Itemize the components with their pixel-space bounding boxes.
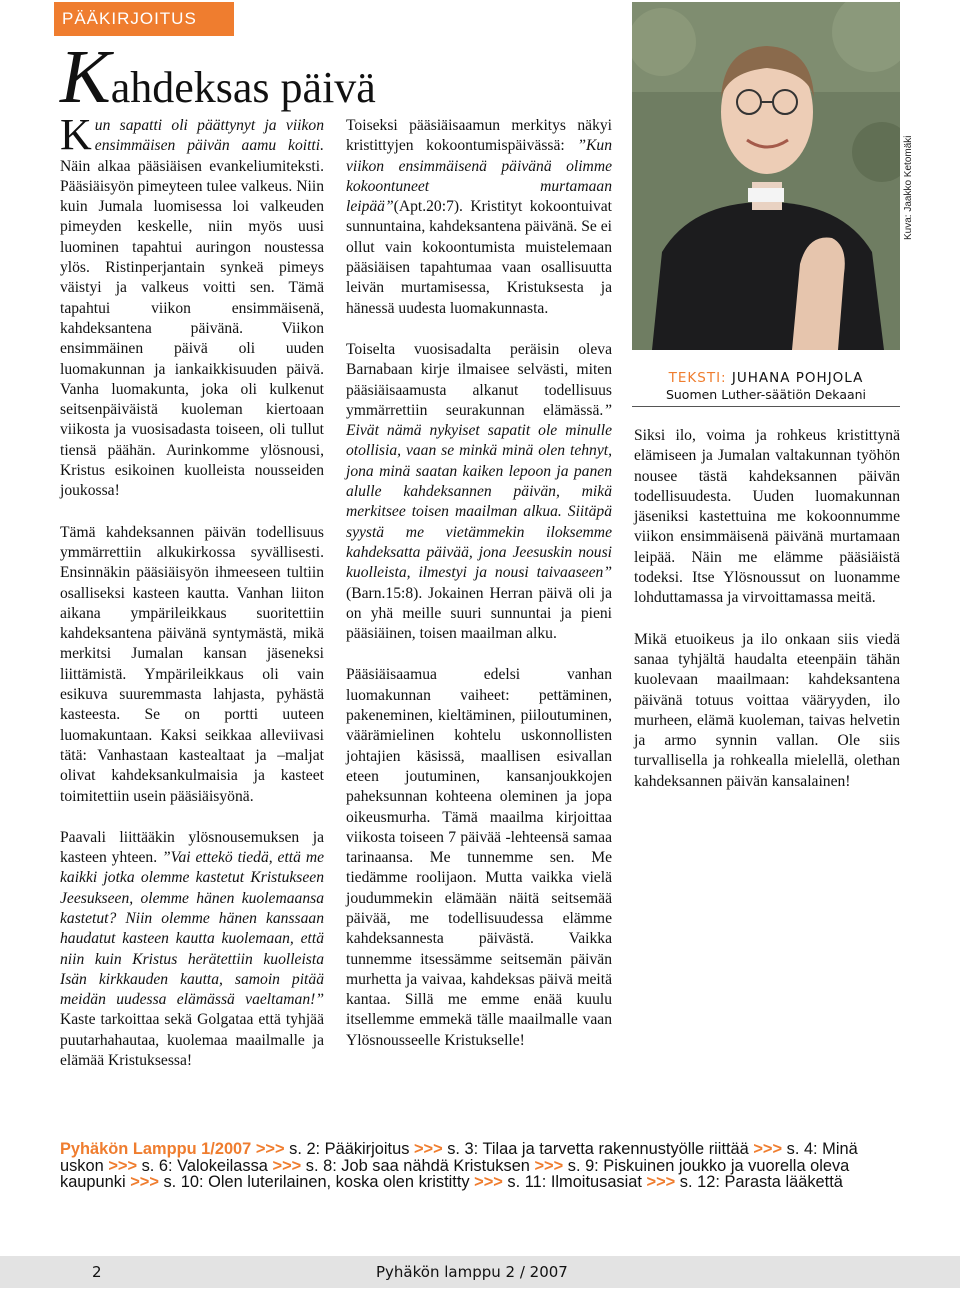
page-number: 2: [92, 1263, 102, 1281]
contents-item[interactable]: s. 10: Olen luterilainen, koska olen kristitty: [163, 1173, 470, 1191]
paragraph-text: Näin alkaa pääsiäisen evankeliumiteksti. Pääsiäisyön pimeyteen tulee valkeus. Niin kuin Jumala luomisessa loi valkeuden pimeyden keskelle, niin myös uusi luominen tapahtui auringon noustessa ylös. Ristinperjantain synkeä pimeys väistyi ja valkeus voitti sen. Tämä tapahtui viikon ensimmäisenä, kahdeksantena päivänä. Viikon ensimmäinen päivä oli uuden luomakunnan ja iankaikkisuuden päivä. Vanha luomakunta, joka oli kulkenut seitsenpäiväistä kuoleman kiertoaan viikosta ja vuosisadasta toiseen, oli tullut tiensä päähän. Aurinkomme ylösnousi, Kristus esikoinen kuolleista nousseiden joukossa!: [60, 157, 324, 500]
arrow-separator: >>>: [753, 1140, 783, 1158]
drop-cap: K: [60, 110, 92, 159]
author-name: JUHANA POHJOLA: [731, 370, 864, 386]
article-title: [60, 36, 620, 118]
page-footer: [0, 1256, 960, 1288]
arrow-separator: >>>: [108, 1156, 138, 1175]
paragraph-text: Toiselta vuosisadalta peräisin oleva Barnabaan kirje ilmaisee selvästi, miten pääsiäisaamusta alkanut todellisuus ymmärrettiin seurakunnan elämässä.: [346, 340, 612, 419]
arrow-separator: >>>: [534, 1156, 564, 1175]
author-block: [632, 370, 900, 402]
paragraph: Pääsiäisaamua edelsi vanhan luomakunnan vaiheet: pettäminen, pakeneminen, kieltäminen, piiloutuminen, väärämielinen kohtelu uskonnollisten johtajien käsissä, maallisen esivallan eteen joutuminen, kansanjoukkojen paheksunnan kohteena oleminen ja jopa oikeusmurha. Tämä maailma kirjoittaa viikosta toiseen 7 päivää -lehteensä samaa tarinaansa. Me tunnemme sen. Me tiedämme roolijaon. Mutta vaikka vielä joudummekin elämään näitä seitsemää päivää, me todellisuudessa elämme kahdeksannesta päivästä. Vaikka tunnemme itsessämme seitsemän päivän murhetta ja vaivaa, kahdeksas päivä meitä kantaa. Sillä me emme enää kuulu itsellemme emmekä tälle maailmalle vaan Ylösnousseelle Kristukselle!: [346, 666, 612, 1049]
issue-contents: [60, 1141, 905, 1191]
paragraph: Tämä kahdeksannen päivän todellisuus ymmärrettiin alkukirkossa syvällisesti. Ensinnäkin pääsiäisyön ihmeeseen tultiin osalliseksi kasteen kautta. Vanhan liiton aikana ympärileikkaus suoritettiin kahdeksantena päivänä syntymästä, mikä merkitsi Jumalan kansan jäseneksi liittämistä. Ympärileikkaus oli vain esikuva suuremmasta lahjasta, pyhästä kasteesta. Se on portti uuteen luomakuntaan. Kaksi seikkaa alleviivasi tätä: Vanhastaan kastealtaat ja –maljat olivat kahdeksankulmaisia ja kasteet toimitettiin usein pääsiäisyönä.: [60, 523, 324, 805]
arrow-separator: >>>: [474, 1173, 503, 1191]
contents-item[interactable]: s. 3: Tilaa ja tarvetta rakennustyölle riittää: [447, 1140, 749, 1158]
title-rest: ahdeksas päivä: [110, 63, 376, 112]
title-initial: K: [60, 35, 111, 119]
opening-quote: un sapatti oli päättynyt ja viikon ensimmäisen päivän aamu koitti.: [94, 117, 324, 155]
contents-item[interactable]: s. 4: Minä uskon: [60, 1140, 858, 1175]
paragraph-text: Paavali liittääkin ylösnousemuksen ja kasteen yhteen.: [60, 828, 324, 867]
author-photo: [632, 2, 900, 350]
contents-item[interactable]: s. 12: Parasta lääkettä: [679, 1173, 843, 1191]
paragraph: [60, 110, 324, 502]
arrow-separator: >>>: [646, 1173, 676, 1191]
contents-item[interactable]: s. 11: Ilmoitusasiat: [507, 1173, 642, 1191]
contents-item[interactable]: s. 9: Piskuinen joukko ja vuorella oleva kaupunki: [60, 1156, 850, 1191]
paragraph: Mikä etuoikeus ja ilo onkaan siis viedä sanaa tyhjältä haudalta eteenpäin tähän kuolevaan maailmaan: kahdeksantena päivänä totuus voittaa vääryyden, ilo murheen, elämä kuoleman, taivas helvetin ja armo synnin vallan. Ole siis turvallisella ja rohkealla mielellä, olethan kahdeksannen päivän kansalainen!: [634, 630, 900, 790]
paragraph: [346, 116, 612, 319]
article-column-2: [346, 116, 612, 1051]
paragraph-text: Kaste tarkoittaa sekä Golgataa että tyhjää puutarhahautaa, kuolemaa maailmalle ja elämää Kristuksessa!: [60, 1011, 324, 1070]
paragraph-text: Toiseksi pääsiäisaamun merkitys näkyi kristittyjen kokoontumispäivässä:: [346, 117, 612, 155]
portrait-image: [632, 2, 900, 350]
arrow-separator: >>>: [413, 1140, 443, 1158]
author-label: TEKSTI:: [668, 370, 727, 386]
arrow-separator: >>>: [130, 1173, 159, 1191]
article-column-3: [634, 426, 900, 792]
author-byline: [632, 370, 900, 386]
magazine-issue: Pyhäkön lamppu 2 / 2007: [376, 1263, 568, 1281]
contents-item[interactable]: s. 6: Valokeilassa: [141, 1156, 268, 1175]
paragraph: [60, 828, 324, 1072]
contents-item[interactable]: s. 8: Job saa nähdä Kristuksen: [305, 1156, 530, 1175]
barnabas-quote: ” Eivät nämä nykyiset sapatit ole minulle otollisia, vaan se minkä minä olen tehnyt, jona minä saatan kaiken lepoon ja panen alulle kahdeksannen päivän, mikä merkitsee toisen maailman alkua. Siitäpä syystä me vietämmekin iloksemme kahdeksatta päivää, jona Jeesuskin nousi kuolleista, ilmestyi ja nousi taivaaseen”: [346, 401, 612, 582]
author-divider: [632, 406, 900, 407]
paragraph-text: (Apt.20:7). Kristityt kokoontuivat sunnuntaina, kahdeksantena päivänä. Se ei ollut vain kokoontumista muistelemaan pääsiäisen tapahtumaa vaan osallisuutta leivän murtamisessa, Kristuksesta ja hänessä uudesta luomakunnasta.: [346, 198, 612, 317]
bible-quote: ”Vai ettekö tiedä, että me kaikki jotka olemme kastetut Kristukseen Jeesukseen, olemme hänen kuolemaansa kastetut? Niin olemme hänen kanssaan haudatut kasteen kautta kuolemaan, että niin kuin Kristus herätettiin kuolleista Isän kirkkauden kautta, samoin pitää meidän uudessa elämässä vaeltaman!”: [60, 849, 324, 1009]
section-tag: PÄÄKIRJOITUS: [54, 2, 234, 36]
article-column-1: [60, 110, 324, 1071]
author-role: Suomen Luther-säätiön Dekaani: [665, 387, 867, 402]
paragraph-text: (Barn.15:8). Jokainen Herran päivä oli ja on yhä meille suuri sunnuntai ja pieni pääsiäinen, toisen maailman alku.: [346, 584, 612, 643]
paragraph: Siksi ilo, voima ja rohkeus kristittynä elämiseen ja Jumalan valtakunnan työhön nousee tästä kahdeksannen päivän todellisuudesta. Uuden luomakunnan jäseniksi kastettuina me kokoonnumme viikon ensimmäisenä päivänä murtamaan leipää. Näin me elämme pääsiäistä todeksi. Itse Ylösnoussut on luonamme lohduttamassa ja virvoittamassa meitä.: [634, 427, 900, 607]
arrow-separator: >>>: [272, 1156, 302, 1175]
paragraph: [346, 340, 612, 644]
bible-quote: ”Kun viikon ensimmäisenä päivänä olimme kokoontuneet murtamaan leipää”: [346, 137, 612, 216]
arrow-separator: >>>: [255, 1140, 285, 1158]
contents-item[interactable]: s. 2: Pääkirjoitus: [289, 1140, 410, 1158]
footer-publication: Pyhäkön Lamppu 1/2007: [60, 1140, 252, 1158]
photo-credit: Kuva: Jaakko Ketomäki: [903, 135, 914, 240]
